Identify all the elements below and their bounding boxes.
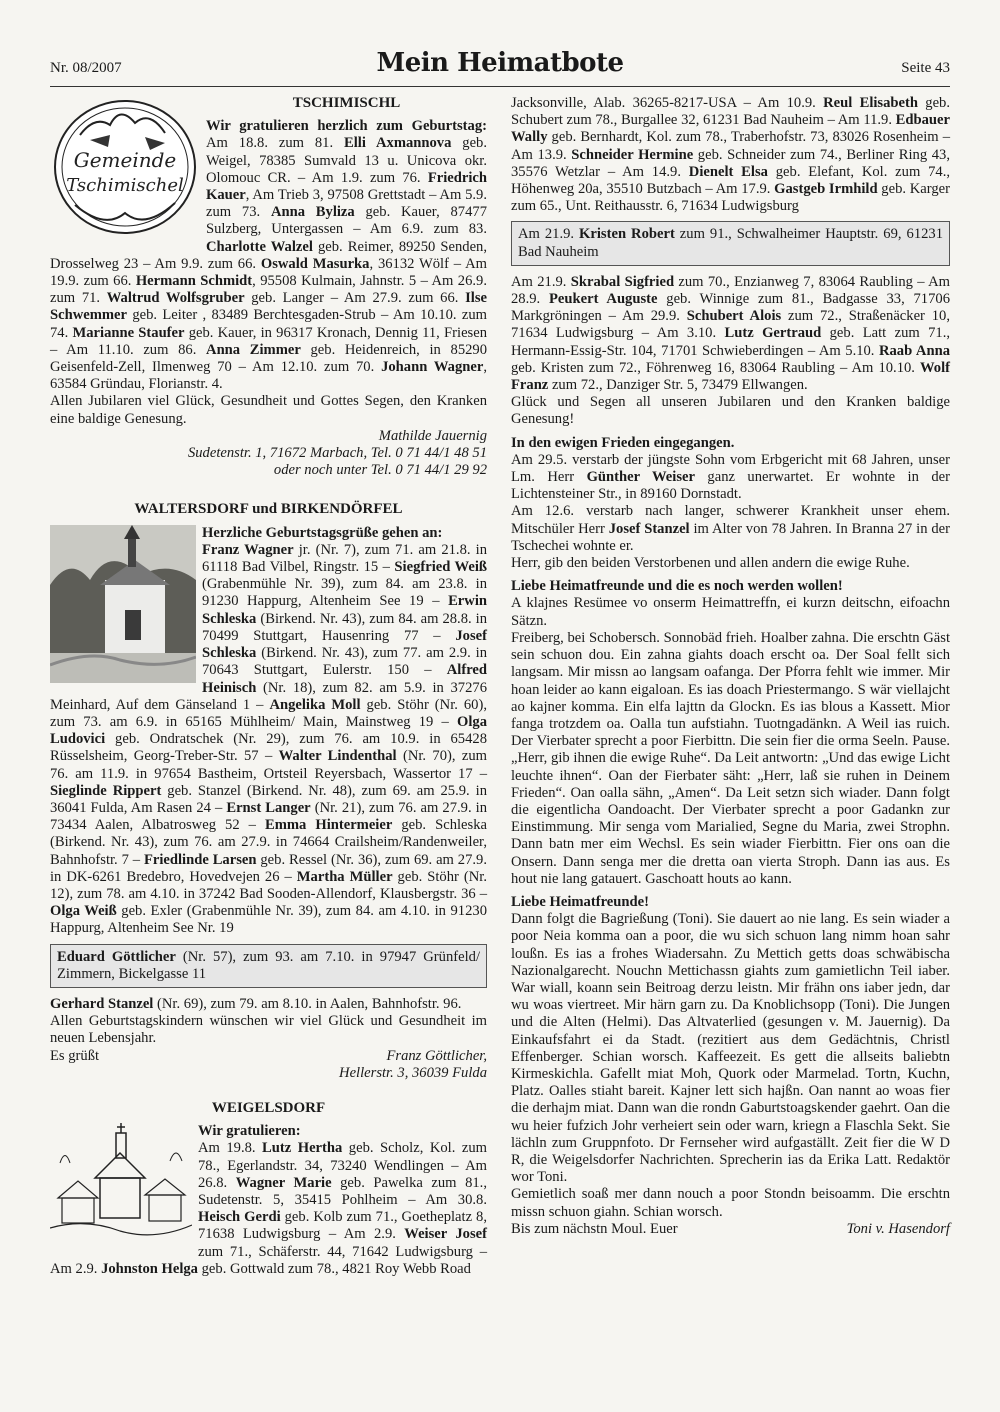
birthday-list-continued: Jacksonville, Alab. 36265-8217-USA – Am 10.9. Reul Elisabeth geb. Schubert zum 78., Burgallee 32, 61231 Bad Nauheim – Am 11.9. Edbauer Wally geb. Bernhardt, Kol. zum 78., Traberhofstr. 73, 83026 Rosenheim – Am 13.9. Schneider Hermine geb. Schneider zum 74., Berliner Ring 43, 35576 Wetzlar – Am 14.9. Dienelt Elsa geb. Elefant, Kol. zum 74., Höhenweg 20a, 35510 Butzbach – Am 17.9. Gastgeb Irmhild geb. Karger zum 65., Unt. Reithausstr. 6, 71634 Ludwigsburg <box>511 95 950 215</box>
birthday-entry: Gerhard Stanzel (Nr. 69), zum 79. am 8.10. in Aalen, Bahnhofstr. 96. <box>50 995 462 1012</box>
closing-text: Glück und Segen all unseren Jubilaren und den Kranken baldige Genesung! <box>511 394 950 428</box>
closing-text: Allen Jubilaren viel Glück, Gesundheit und Gottes Segen, den Kranken eine baldige Genesung. <box>50 393 487 427</box>
article-heading: Liebe Heimatfreunde und die es noch werden wollen! <box>511 578 843 595</box>
article-heading: Liebe Heimatfreunde! <box>511 893 649 910</box>
author-signature: Toni v. Hasendorf <box>846 1220 950 1237</box>
section-title: WEIGELSDORF <box>211 1099 326 1116</box>
svg-text:Tschimischel: Tschimischel <box>66 175 184 196</box>
birthday-list: Wir gratulieren: Am 19.8. Lutz Hertha geb. Scholz, Kol. zum 78., Egerlandstr. 34, 73240 Wendlingen – Am 26.8. Wagner Marie geb. Pawelka zum 81., Sudetenstr. 5, 35415 Pohlheim – Am 30.8. Heisch Gerdi geb. Kolb zum 71., Goetheplatz 8, 71638 Ludwigsburg – Am 2.9. Weiser Josef zum 71., Schäferstr. 44, 71642 Ludwigsburg – Am 2.9. Johnston Helga geb. Gottwald zum 78., 4821 Roy Webb Road <box>50 1123 487 1277</box>
signature-phone: oder noch unter Tel. 0 71 44/1 29 92 <box>273 462 487 479</box>
obituary-entry: Am 29.5. verstarb der jüngste Sohn vom Erbgericht mit 68 Jahren, unser Lm. Herr Günther Weiser ganz unerwartet. Er wohnte in der Lichtensteiner Str., in 89160 Dornstadt. <box>511 451 950 503</box>
gemeinde-emblem <box>50 95 200 240</box>
issue-number: Nr. 08/2007 <box>50 60 122 76</box>
signature-address: Sudetenstr. 1, 71672 Marbach, Tel. 0 71 44/1 48 51 <box>187 445 487 462</box>
highlight-box: Eduard Göttlicher (Nr. 57), zum 93. am 7.10. in 97947 Grünfeld/ Zimmern, Bickelgasse 11 <box>50 944 487 988</box>
prayer-text: Herr, gib den beiden Verstorbenen und allen andern die ewige Ruhe. <box>511 555 910 572</box>
obituary-entry: Am 12.6. verstarb nach langer, schwerer Krankheit unser ehem. Mitschüler Herr Josef Stanzel im Alter von 78 Jahren. In Branna 27 in der Tschechei wohnte er. <box>511 503 951 554</box>
closing-text: Allen Geburtstagskindern wünschen wir viel Glück und Gesundheit im neuen Lebensjahr. <box>50 1013 487 1047</box>
section-title: TSCHIMISCHL <box>292 95 401 111</box>
right-column <box>511 95 950 1238</box>
article-paragraph: Freiberg, bei Schobersch. Sonnobäd frieh. Hoalber zahna. Die erschtn Gäst sein schuon dou. Ein zahna giahts doach erscht oa. Der Soal fellt sich langsam. Mir missn ao langsam oafanga. Der Pforra fehlt wie immer. Mir hoan leider ao kann eigaloan. Es ias doach Priestermango. S wär viellajcht ao kajner komma. Ein elfa lajttn da Glockn. Es ias blous a Kassett. Mior fanga trotzdem oa. Oalla tun aufstiahn. Tuotngadänkn. A Weil ias ruich. Der Vierbater sprecht a poor Fierbittn. Die sein fier die orma Seeln. Pause. „Herr, gib ihnen die ewige Ruhe“. Da Leit antwortn: „Und das ewige Licht leuchte ihnen“. Oan der Fierbater säht: „Herr, laß sie ruhen in Deinem Frieden“. Oan oalla sähn, „Amen“. Da Leit setzn sich wiader. Dann folgt die eigentlicha Oandoacht. Der Vierbater sprecht a poor Gadankn zur Einstimmung. Mir senga vom Marialied, Segne du Maria, zwei Strophn. Dann batn mer eim Wechsl. Es sein wiader Fierbittn. Fier ons oan die Onsern. Dann senga mer die dretta oan vierta Stroph. Dann ias aus. Es hout nie lang gatauert. Gaschoatt houts ao kann. <box>511 629 950 887</box>
section-tschimischl <box>50 95 487 479</box>
article-paragraph: A klajnes Resümee vo onserm Heimattreffn, ei kurzn deitschn, eifoachn Sätzn. <box>511 595 950 629</box>
birthday-list: Wir gratulieren herzlich zum Geburtstag: Am 18.8. zum 81. Elli Axmannova geb. Weigel, 78385 Sumvald 13 u. Unicova okr. Olomouc CR. – Am 1.9. zum 76. Friedrich Kauer, Am Trieb 3, 97508 Grettstadt – Am 5.9. zum 73. Anna Byliza geb. Kauer, 87477 Sulzberg, Untergassen – Am 6.9. zum 83. Charlotte Walzel geb. Reimer, 89250 Senden, Drosselweg 23 – Am 9.9. zum 66. Oswald Masurka, 36132 Wölf – Am 19.9. zum 66. Hermann Schmidt, 95508 Kulmain, Jahnstr. 5 – Am 26.9. zum 71. Waltrud Wolfsgruber geb. Langer – Am 27.9. zum 66. Ilse Schwemmer geb. Leiter , 83489 Berchtesgaden-Strub – Am 10.10. zum 74. Marianne Staufer geb. Kauer, in 96317 Kronach, Dennig 11, Friesen – Am 11.10. zum 86. Anna Zimmer geb. Heidenreich, in 85290 Geisenfeld-Zell, Ilmenweg 70 – Am 12.10. zum 70. Johann Wagner, 63584 Gründau, Florianstr. 4. <box>50 118 488 393</box>
signature-line: Es grüßt Franz Göttlicher, <box>50 1047 487 1064</box>
left-column <box>50 95 487 1278</box>
article-paragraph: Gemietlich soaß mer dann nouch a poor Stondn beisoamm. Die erschtn missn schuon giahn. Schian worsch. <box>511 1186 950 1220</box>
village-sketch <box>50 1123 192 1243</box>
header-rule <box>50 86 950 87</box>
birthday-list-more: Am 21.9. Skrabal Sigfried zum 70., Enzianweg 7, 83064 Raubling – Am 28.9. Peukert Auguste geb. Winnige zum 81., Badgasse 33, 71706 Markgröningen – Am 29.9. Schubert Alois zum 72., Straßenäcker 10, 71634 Ludwigsburg – Am 3.10. Lutz Gertraud geb. Latt zum 71., Hermann-Essig-Str. 104, 71701 Schwieberdingen – Am 5.10. Raab Anna geb. Kristen zum 72., Föhrenweg 16, 83064 Raubling – Am 10.10. Wolf Franz zum 72., Danziger Str. 5, 73479 Ellwangen. <box>511 273 951 394</box>
signature-name: Franz Göttlicher, <box>386 1047 487 1064</box>
signature-name: Mathilde Jauernig <box>378 427 487 444</box>
section-title: WALTERSDORF und BIRKENDÖRFEL <box>134 501 403 518</box>
emblem-text: Gemeinde <box>73 148 177 172</box>
page-header <box>50 48 950 88</box>
section-weigelsdorf <box>50 1100 487 1278</box>
chapel-photo <box>50 525 196 683</box>
birthday-list: Herzliche Geburtstagsgrüße gehen an: Franz Wagner jr. (Nr. 7), zum 71. am 21.8. in 61118 Bad Vilbel, Ringstr. 15 – Siegfried Weiß (Grabenmühle Nr. 39), zum 84. am 23.8. in 91230 Happurg, Altenheim See 19 – Erwin Schleska (Birkend. Nr. 43), zum 84. am 28.8. in 70499 Stuttgart, Hausenring 77 – Josef Schleska (Birkend. Nr. 43), zum 77. am 2.9. in 70643 Stuttgart, Eulerstr. 150 – Alfred Heinisch (Nr. 18), zum 82. am 5.9. in 37276 Meinhard, Auf dem Gänseland 1 – Angelika Moll geb. Stöhr (Nr. 60), zum 73. am 6.9. in 65165 Mühlheim/ Main, Mainstweg 19 – Olga Ludovici geb. Ondratschek (Nr. 29), zum 76. am 10.9. in 65428 Rüsselsheim, Georg-Treber-Str. 57 – Walter Lindenthal (Nr. 70), zum 76. am 11.9. in 97654 Bastheim, Ortsteil Reyersbach, Wassertor 17 – Sieglinde Rippert geb. Stanzel (Birkend. Nr. 48), zum 69. am 25.9. in 36041 Fulda, Am Rasen 24 – Ernst Langer (Nr. 21), zum 76. am 27.9. in 73434 Aalen, Albatrosweg 52 – Emma Hintermeier geb. Schleska (Birkend. Nr. 43), zum 76. am 27.9. in 74664 Crailsheim/Randenweiler, Bahnhofstr. 7 – Friedlinde Larsen geb. Ressel (Nr. 36), zum 69. am 27.9. in DK-6261 Bredebro, Hovedvejen 26 – Martha Müller geb. Stöhr (Nr. 12), zum 78. am 4.10. in 37242 Bad Sooden-Allendorf, Klausbergstr. 36 – Olga Weiß geb. Exler (Grabenmühle Nr. 39), zum 84. am 4.10. in 91230 Happurg, Altenheim See Nr. 19 <box>50 524 488 937</box>
article-signoff: Bis zum nächstn Moul. Euer Toni v. Hasendorf <box>511 1220 950 1237</box>
obituary-heading: In den ewigen Frieden eingegangen. <box>511 434 735 451</box>
page-number: Seite 43 <box>901 60 950 76</box>
signature-address: Hellerstr. 3, 36039 Fulda <box>339 1064 487 1081</box>
highlight-box: Am 21.9. Kristen Robert zum 91., Schwalheimer Hauptstr. 69, 61231 Bad Nauheim <box>511 221 950 265</box>
section-waltersdorf <box>50 501 487 1082</box>
article-paragraph: Dann folgt die Bagrießung (Toni). Sie dauert ao nie lang. Es sein wiader a poor Neia komma oan a poor, die wu sich schuon lang nimm hoan sahr loußn. Es ias a frohes Wiadersahn. Zu Mettich getts doas schwäbischa Nazionalgarecht. Nouchn Mettichassn giahts zum gamietlichn Teil iaber. War wiall, koann sein Beitroag derzu leistn. Mir frähn ons iaber jedn, dar wu woas viertreet. Mir härn garn zu. Da Knoblichsopp (Toni). Die Jungen und die Alten (Helmi). Das Altvaterlied (gesungen v. M. Jauernig). Da Einkaufsfahrt ei da Stadt. (rezitiert aus dem Gedächtnis, Christl Effenberger. Schian worsch. Kaffeezeit. Es gett die allseits baliebtn Kirmeskichla. Gafellt miat Moh, Quork oder Marmelad. Tortn, Kuchn, Platz. Oalles stiaht bareit. Kajner lett sich hajßn. Oan nannt ao woas fier die derhajm miat. Dann wan die rondn Gaburtstoagskender gaehrt. Oan die wu heier fufzich Johr verheiert sein oder warn, kriegn a Flaschla Sekt. Sie lächln zum Gruppnfoto. Dr Fernseher wird aufgaställt. Zeit fier die W D R, die Weigelsdorfer Nachrichten. Sprecherin ias da Erika Latt. Redaktör wor Toni. <box>511 911 950 1186</box>
masthead-title: Mein Heimatbote <box>376 48 624 78</box>
